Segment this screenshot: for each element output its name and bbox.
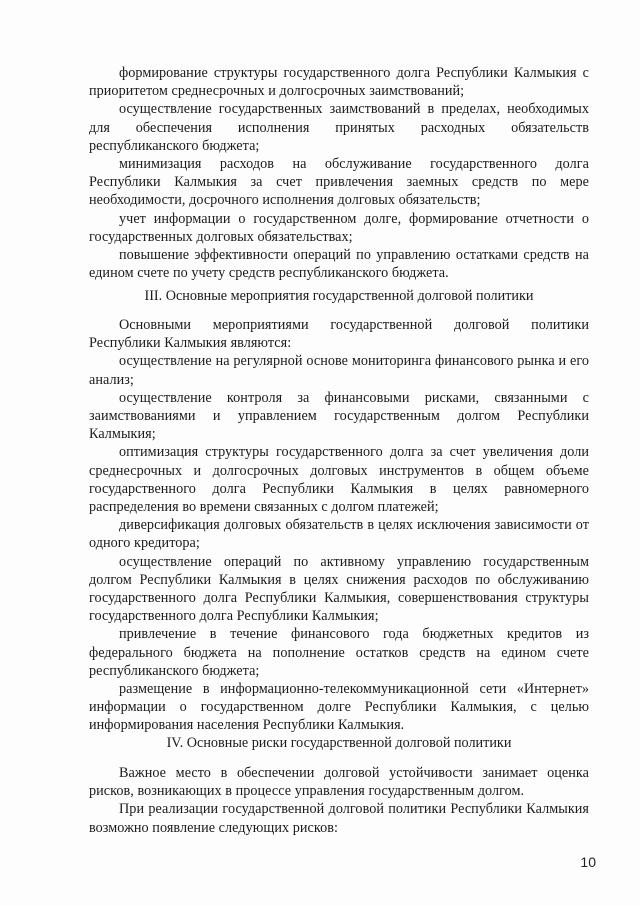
section-3-paragraph: осуществление операций по активному управлению государственным долгом Республики Калмыкия в целях снижения расходов по обслуживанию государственного долга Республики Калмыкия, совершенствования структуры государственного долга Республики Калмыкия; <box>89 553 589 625</box>
intro-item: повышение эффективности операций по управлению остатками средств на едином счете по учету средств республиканского бюджета. <box>89 247 589 282</box>
section-3-body <box>89 316 589 735</box>
section-3-paragraph: Основными мероприятиями государственной долговой политики Республики Калмыкия являются: <box>89 317 589 352</box>
section-3-paragraph: привлечение в течение финансового года бюджетных кредитов из федерального бюджета на пополнение остатков средств на едином счете республиканского бюджета; <box>89 626 589 679</box>
section-3-paragraph: осуществление на регулярной основе мониторинга финансового рынка и его анализ; <box>89 353 589 388</box>
section-3-paragraph: диверсификация долговых обязательств в целях исключения зависимости от одного кредитора; <box>89 517 589 552</box>
section-3-paragraph: размещение в информационно-телекоммуникационной сети «Интернет» информации о государственном долге Республики Калмыкия, с целью информирования населения Республики Калмыкия. <box>89 681 589 734</box>
section-3-paragraph: оптимизация структуры государственного долга за счет увеличения доли среднесрочных и долгосрочных долговых инструментов в общем объеме государственного долга Республики Калмыкия в целях равномерного распределения во времени связанных с долгом платежей; <box>89 444 589 516</box>
section-3-heading-wrap <box>89 287 589 305</box>
section-4-paragraph: При реализации государственной долговой политики Республики Калмыкия возможно появление следующих рисков: <box>89 801 589 836</box>
intro-list <box>89 64 589 282</box>
page-number: 10 <box>580 854 596 870</box>
section-4-body <box>89 764 589 837</box>
section-4-heading: IV. Основные риски государственной долговой политики <box>166 735 512 751</box>
intro-item: формирование структуры государственного долга Республики Калмыкия с приоритетом среднесрочных и долгосрочных заимствований; <box>89 65 589 100</box>
section-3-paragraph: осуществление контроля за финансовыми рисками, связанными с заимствованиями и управлением государственным долгом Республики Калмыкия; <box>89 389 589 443</box>
section-4-heading-wrap <box>89 734 589 752</box>
intro-item: минимизация расходов на обслуживание государственного долга Республики Калмыкия за счет привлечения заемных средств по мере необходимости, досрочного исполнения долговых обязательств; <box>89 156 589 209</box>
section-3-heading: III. Основные мероприятия государственной долговой политики <box>144 288 534 304</box>
section-4-paragraph: Важное место в обеспечении долговой устойчивости занимает оценка рисков, возникающих в процессе управления государственным долгом. <box>89 765 589 800</box>
intro-item: осуществление государственных заимствований в пределах, необходимых для обеспечения исполнения принятых расходных обязательств республиканского бюджета; <box>89 101 589 154</box>
intro-item: учет информации о государственном долге, формирование отчетности о государственных долговых обязательствах; <box>89 210 589 245</box>
